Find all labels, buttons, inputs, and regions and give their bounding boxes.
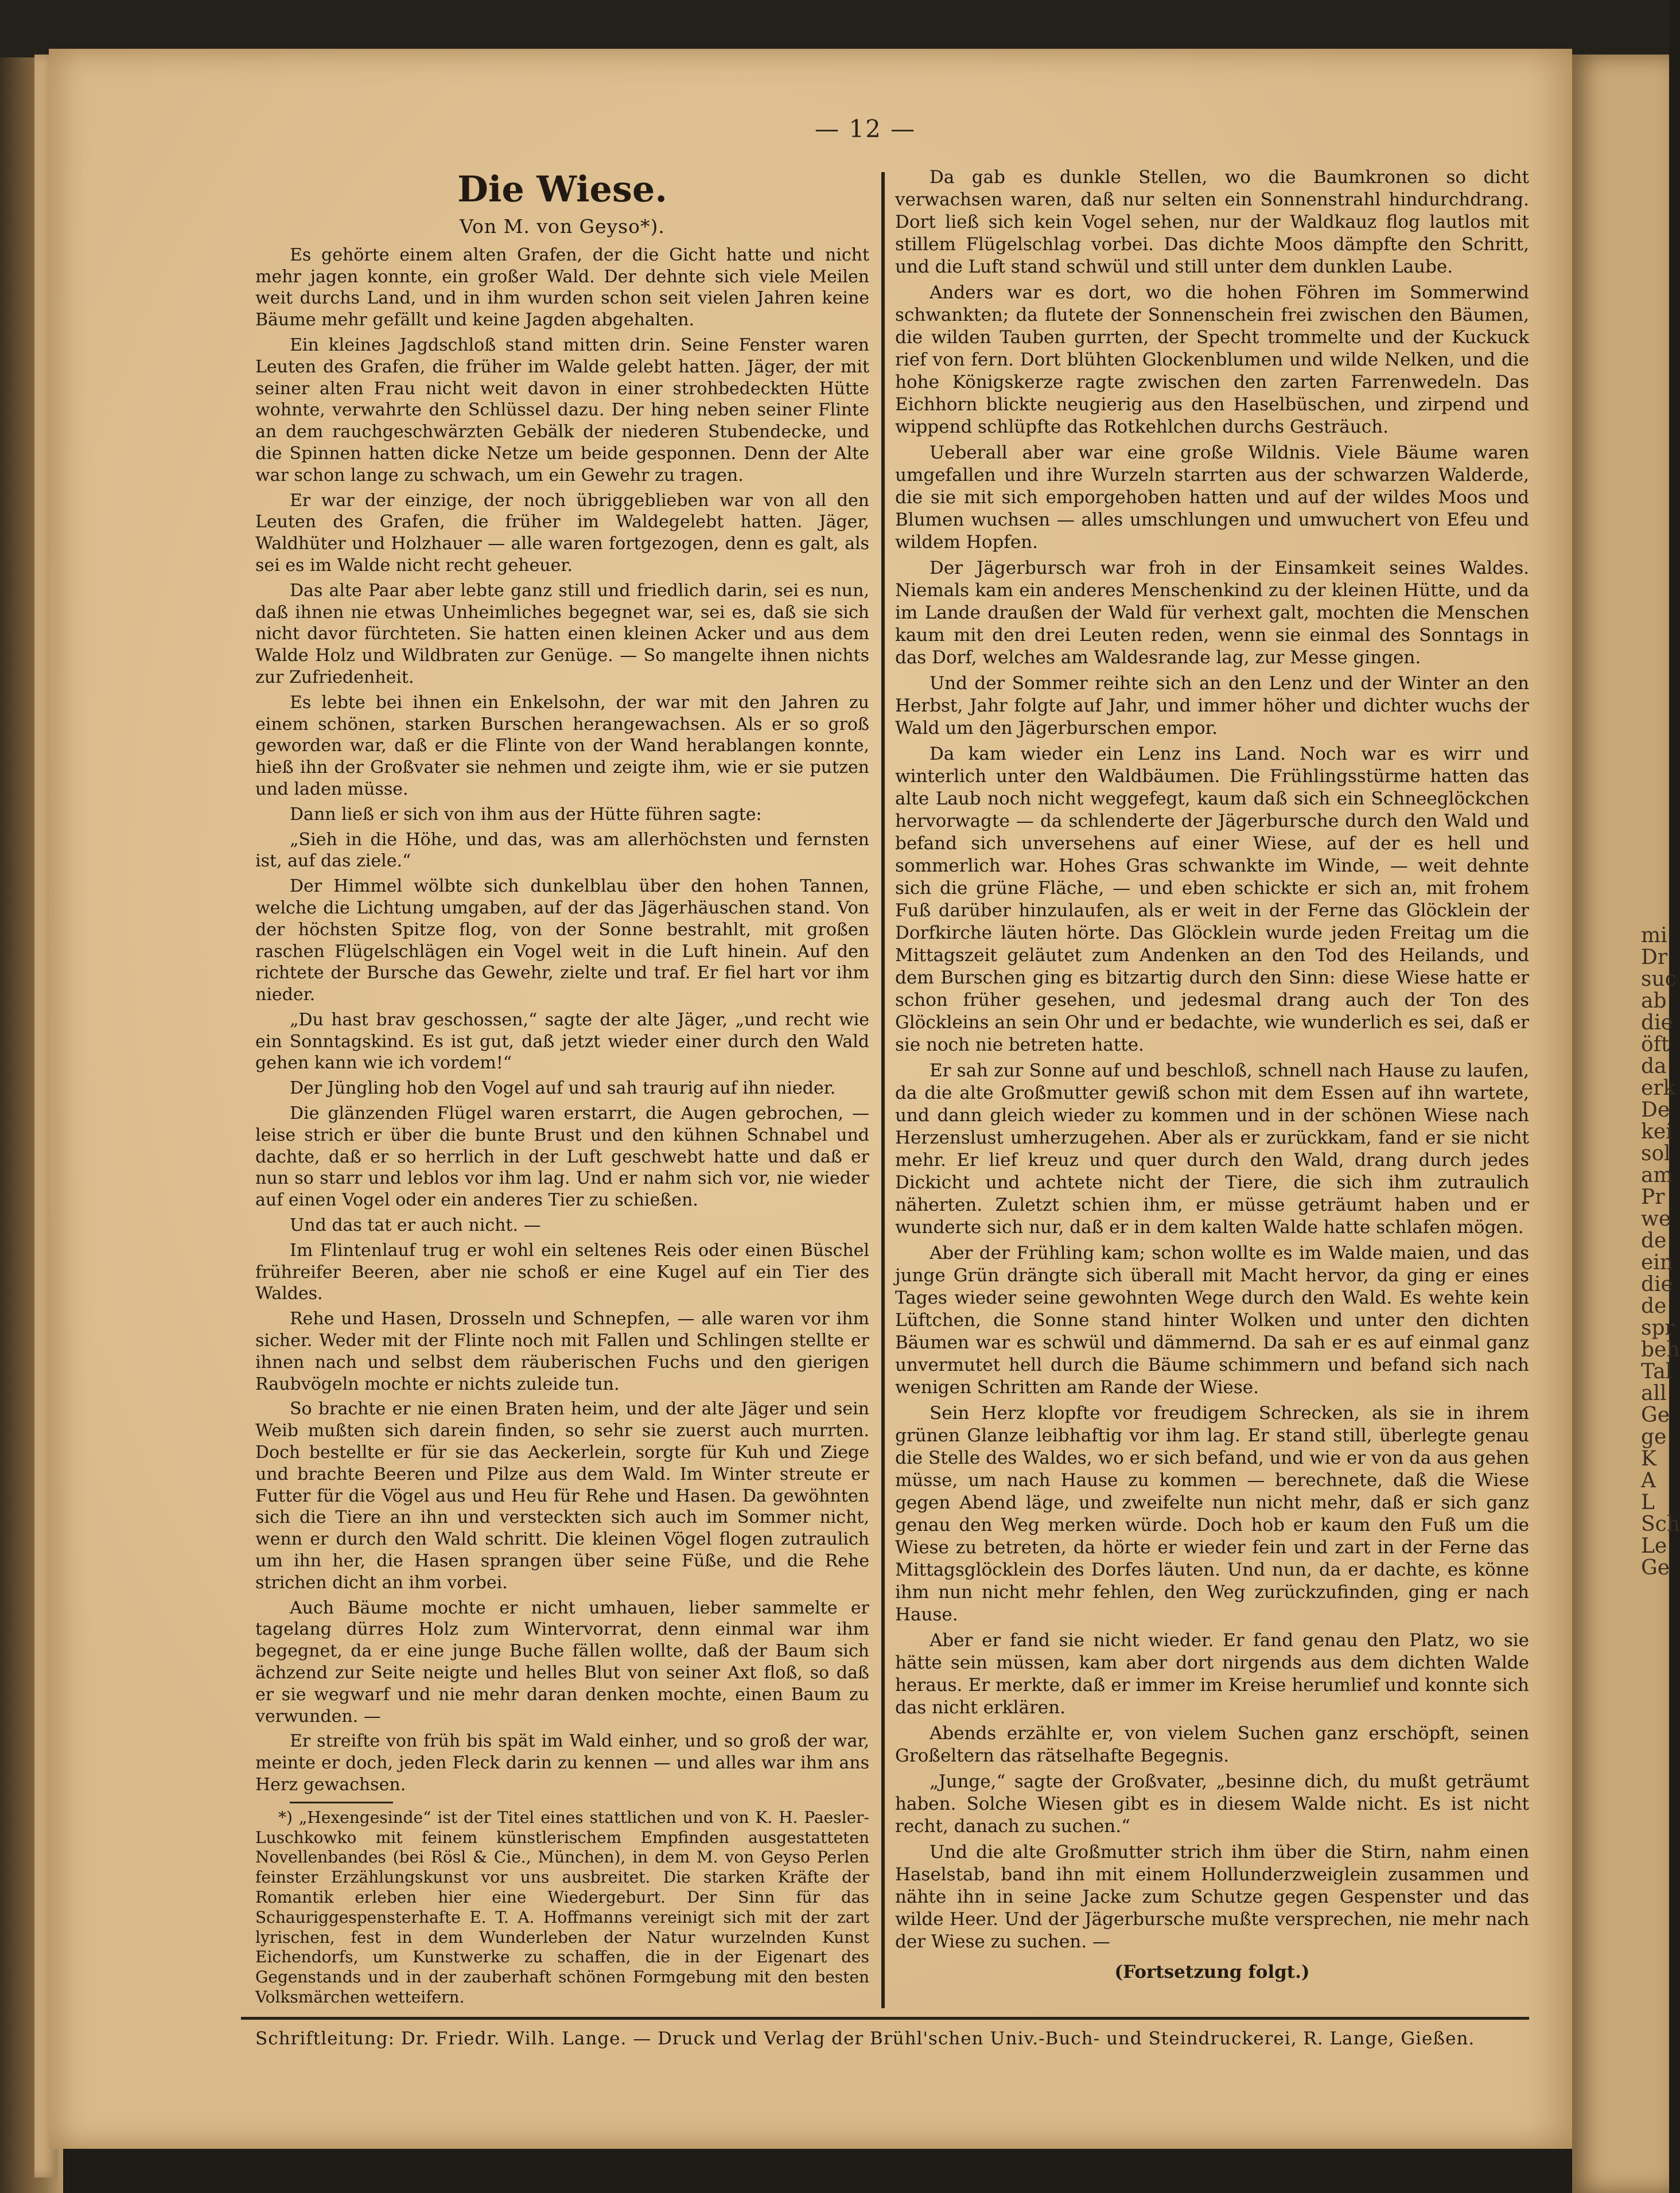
next-page-fragment: ge: [1641, 1425, 1667, 1449]
paragraph: So brachte er nie einen Braten heim, und der alte Jäger und sein Weib mußten sich darein finden, so sehr sie zuerst auch murrten. Doch bestellte er für sie das Aeckerlein, sorgte für Kuh und Ziege und brachte Beeren und Pilze aus dem Wald. Im Winter streute er Futter für die Vögel aus und Heu für Rehe und Hasen. Da gewöhnten sich die Tiere an ihn und versteckten sich auch im Sommer nicht, wenn er durch den Wald schritt. Die kleinen Vögel flogen zutraulich um ihn her, die Hasen sprangen über seine Füße, und die Rehe strichen dicht an ihm vorbei.: [255, 1399, 869, 1593]
imprint-line: Schriftleitung: Dr. Friedr. Wilh. Lange. — Druck und Verlag der Brühl'schen Univ.-Buch- und Steindruckerei, R. Lange, Gießen.: [255, 2028, 1475, 2049]
paragraph: Ueberall aber war eine große Wildnis. Viele Bäume waren umgefallen und ihre Wurzeln starrten aus der schwarzen Walderde, die sie mit sich emporgehoben hatten und auf der wildes Moos und Blumen wuchsen — alles umschlungen und umwuchert von Efeu und wildem Hopfen.: [895, 442, 1529, 553]
next-page-fragment: die: [1641, 1011, 1673, 1035]
next-page-fragment: ab: [1641, 989, 1667, 1013]
next-page-fragment: all: [1641, 1382, 1667, 1405]
next-page-fragment: Le: [1641, 1534, 1667, 1558]
next-page-fragment: spr: [1641, 1316, 1675, 1340]
next-page-fragment: am: [1641, 1164, 1673, 1187]
paragraph: Auch Bäume mochte er nicht umhauen, lieber sammelte er tagelang dürres Holz zum Wintervorrat, denn einmal war ihm begegnet, da er eine junge Buche fällen wollte, daß der Baum sich ächzend zur Seite neigte und helles Blut von seiner Axt floß, so daß er sie wegwarf und nie mehr daran denken mochte, einen Baum zu verwunden. —: [255, 1597, 869, 1727]
paragraph: Und die alte Großmutter strich ihm über die Stirn, nahm einen Haselstab, band ihn mit einem Hollunderzweiglein zusammen und nähte ihn in seine Jacke zum Schutze gegen Gespenster und das wilde Heer. Und der Jägerbursche mußte versprechen, nie mehr nach der Wiese zu suchen. —: [895, 1842, 1529, 1952]
left-column-text: [255, 244, 869, 1796]
paragraph: „Du hast brav geschossen,“ sagte der alte Jäger, „und recht wie ein Sonntagskind. Es ist gut, daß jetzt wieder einer durch den Wald gehen kann wie ich vordem!“: [255, 1009, 869, 1074]
next-page-fragment: da: [1641, 1055, 1667, 1078]
right-column: [895, 166, 1529, 1984]
paragraph: Es lebte bei ihnen ein Enkelsohn, der war mit den Jahren zu einem schönen, starken Burschen herangewachsen. Als er so groß geworden war, daß er die Flinte von der Wand herablangen konnte, hieß ihn der Großvater sie nehmen und zeigte ihm, wie er sie putzen und laden müsse.: [255, 692, 869, 799]
next-page-fragment: beh: [1641, 1338, 1680, 1362]
continued-note: (Fortsetzung folgt.): [1114, 1962, 1310, 1982]
article-byline: Von M. von Geyso*).: [460, 215, 665, 238]
next-page-fragment: Ge: [1641, 1556, 1670, 1580]
next-page-fragment: Dr: [1641, 946, 1668, 969]
next-page-fragment: öft: [1641, 1033, 1670, 1056]
right-column-text: [895, 166, 1529, 1953]
paragraph: Aber der Frühling kam; schon wollte es im Walde maien, und das junge Grün drängte sich überall mit Macht hervor, da ging er eines Tages wieder seine gewohnten Wege durch den Wald. Es wehte kein Lüftchen, die Sonne stand hinter Wolken und unter den dichten Bäumen war es schwül und dämmernd. Da sah er es auf einmal ganz unvermutet hell durch die Bäume schimmern und befand sich nach wenigen Schritten am Rande der Wiese.: [895, 1243, 1529, 1398]
next-page-fragment: de: [1641, 1229, 1667, 1253]
paragraph: Der Jägerbursch war froh in der Einsamkeit seines Waldes. Niemals kam ein anderes Menschenkind zu der kleinen Hütte, und da im Lande draußen der Wald für verhext galt, mochten die Menschen kaum mit den drei Leuten reden, wenn sie einmal des Sonntags in das Dorf, welches am Waldesrande lag, zur Messe gingen.: [895, 558, 1529, 668]
footnote-rule: [290, 1802, 393, 1803]
next-page-fragment: L: [1641, 1491, 1655, 1514]
paragraph: Sein Herz klopfte vor freudigem Schrecken, als sie in ihrem grünen Glanze leibhaftig vor ihm lag. Er stand still, überlegte genau die Stelle des Waldes, wo er sich befand, und wie er von da aus gehen müsse, um nach Hause zu kommen — berechnete, daß die Wiese gegen Abend läge, und zweifelte nun nicht mehr, daß er sich ganz genau den Weg merken würde. Doch hob er kaum den Fuß um die Wiese zu betreten, da hörte er wieder fein und zart in der Ferne das Mittagsglöcklein des Dorfes läuten. Und nun, da er dachte, es könne ihm nun nicht mehr fehlen, den Weg zurückzufinden, ging er nach Hause.: [895, 1403, 1529, 1625]
next-page-fragment: suc: [1641, 967, 1677, 991]
column-divider: [881, 172, 885, 2008]
next-page-fragment: die: [1641, 1273, 1673, 1296]
paragraph: „Sieh in die Höhe, und das, was am allerhöchsten und fernsten ist, auf das ziele.“: [255, 829, 869, 872]
page-number: — 12 —: [815, 115, 916, 143]
paragraph: Der Jüngling hob den Vogel auf und sah traurig auf ihn nieder.: [290, 1078, 836, 1099]
paragraph: Abends erzählte er, von vielem Suchen ganz erschöpft, seinen Großeltern das rätselhafte Begegnis.: [895, 1723, 1529, 1766]
paragraph: Da kam wieder ein Lenz ins Land. Noch war es wirr und winterlich unter den Waldbäumen. Die Frühlingsstürme hatten das alte Laub noch nicht weggefegt, kaum daß sich ein Schneeglöckchen hervorwagte — da schlenderte der Jägerbursche durch den Wald und befand sich unversehens auf einer Wiese, auf der es hell und sommerlich war. Hohes Gras schwankte im Winde, — weit dehnte sich die grüne Fläche, — und eben schickte er sich an, mit frohem Fuß darüber hinzulaufen, als er weit in der Ferne das Glöcklein der Dorfkirche läuten hörte. Das Glöcklein wurde jeden Freitag um die Mittagszeit geläutet zum Andenken an den Tod des Heilands, und dem Burschen ging es bitzartig durch den Sinn: diese Wiese hatte er schon früher gesehen, und jedesmal drang auch der Ton des Glöckleins an sein Ohr und er bedachte, wie wunderlich es sei, daß er sie noch nie betreten hatte.: [895, 744, 1529, 1055]
paragraph: Er sah zur Sonne auf und beschloß, schnell nach Hause zu laufen, da die alte Großmutter gewiß schon mit dem Essen auf ihn wartete, und dann gleich wieder zu kommen und in der schönen Wiese nach Herzenslust umherzugehen. Aber als er zurückkam, fand er sie nicht mehr. Er lief kreuz und quer durch den Wald, drang durch jedes Dickicht und achtete nicht der Tiere, die sich ihm zutraulich näherten. Zuletzt schien ihm, er müsse geträumt haben und er wunderte sich nur, daß er in dem kalten Walde hatte schlafen mögen.: [895, 1060, 1529, 1238]
paragraph: Das alte Paar aber lebte ganz still und friedlich darin, sei es nun, daß ihnen nie etwas Unheimliches begegnet war, sei es, daß sie sich nicht davor fürchteten. Sie hatten einen kleinen Acker und aus dem Walde Holz und Wildbraten zur Genüge. — So mangelte ihnen nichts zur Zufriedenheit.: [255, 580, 869, 687]
next-page-fragment: De: [1641, 1098, 1670, 1122]
left-column: [255, 166, 869, 2008]
next-page-fragment: de: [1641, 1294, 1667, 1318]
imprint-rule: [241, 2017, 1529, 2020]
paragraph: Anders war es dort, wo die hohen Föhren im Sommerwind schwankten; da flutete der Sonnenschein frei zwischen den Bäumen, die wilden Tauben gurrten, der Specht trommelte und der Kuckuck rief von fern. Dort blühten Glockenblumen und wilde Nelken, und die hohe Königskerze ragte zwischen den zarten Farrenwedeln. Das Eichhorn blickte neugierig aus den Haselbüschen, und zirpend und wippend schlüpfte das Rotkehlchen durchs Gesträuch.: [895, 282, 1529, 437]
next-page-fragment: K: [1641, 1447, 1656, 1471]
paragraph: Ein kleines Jagdschloß stand mitten drin. Seine Fenster waren Leuten des Grafen, die früher im Walde gelebt hatten. Jäger, der mit seiner alten Frau nicht weit davon in einer strohbedeckten Hütte wohnte, verwahrte den Schlüssel dazu. Der hing neben seiner Flinte an dem rauchgeschwärzten Gebälk der niederen Stubendecke, und die Spinnen hatten dicke Netze um beide gesponnen. Denn der Alte war schon lange zu schwach, um ein Gewehr zu tragen.: [255, 335, 869, 485]
article-title: Die Wiese.: [457, 168, 667, 210]
footnote: *) „Hexengesinde“ ist der Titel eines stattlichen und von K. H. Paesler-Luschkowko mit feinem künstlerischem Empfinden ausgestatteten Novellenbandes (bei Rösl & Cie., München), in dem M. von Geyso Perlen feinster Erzählungskunst vor uns ausbreitet. Die starken Kräfte der Romantik erleben hier eine Wiedergeburt. Der Sinn für das Schauriggespensterhafte E. T. A. Hoffmanns vereinigt sich mit der zart lyrischen, fest in dem Wunderleben der Natur wurzelnden Kunst Eichendorfs, um Kunstwerke zu schaffen, die in der Eigenart des Gegenstands und in der zauberhaft schönen Formgebung mit den besten Volksmärchen wetteifern.: [255, 1807, 869, 2007]
paragraph: Und das tat er auch nicht. —: [290, 1215, 541, 1236]
next-page-fragment: kei: [1641, 1120, 1673, 1144]
next-page-fragment: we: [1641, 1207, 1671, 1231]
next-page-fragment: Sch: [1641, 1512, 1680, 1536]
next-page-fragment: ein: [1641, 1251, 1674, 1274]
paragraph: „Junge,“ sagte der Großvater, „besinne dich, du mußt geträumt haben. Solche Wiesen gibt es in diesem Walde nicht. Es ist nicht recht, danach zu suchen.“: [895, 1771, 1529, 1837]
paragraph: Rehe und Hasen, Drosseln und Schnepfen, — alle waren vor ihm sicher. Weder mit der Flinte noch mit Fallen und Schlingen stellte er ihnen nach und selbst dem räuberischen Fuchs und den gierigen Raubvögeln mochte er nichts zuleide tun.: [255, 1309, 869, 1394]
paragraph: Er streifte von früh bis spät im Wald einher, und so groß der war, meinte er doch, jeden Fleck darin zu kennen — und alles war ihm ans Herz gewachsen.: [255, 1731, 869, 1795]
paragraph: Aber er fand sie nicht wieder. Er fand genau den Platz, wo sie hätte sein müssen, kam aber dort nirgends aus dem dichten Walde heraus. Er merkte, daß er immer im Kreise herumlief und konnte sich das nicht erklären.: [895, 1630, 1529, 1718]
paragraph: Die glänzenden Flügel waren erstarrt, die Augen gebrochen, — leise strich er über die bunte Brust und den kühnen Schnabel und dachte, daß er so herrlich in der Luft geschwebt hatte und daß er nun so starr und leblos vor ihm lag. Und er nahm sich vor, nie wieder auf einen Vogel oder ein anderes Tier zu schießen.: [255, 1103, 869, 1211]
paragraph: Es gehörte einem alten Grafen, der die Gicht hatte und nicht mehr jagen konnte, ein großer Wald. Der dehnte sich viele Meilen weit durchs Land, und in ihm wurden schon seit vielen Jahren keine Bäume mehr gefällt und keine Jagden abgehalten.: [255, 244, 869, 330]
paragraph: Dann ließ er sich von ihm aus der Hütte führen sagte:: [290, 804, 762, 825]
next-page-fragment: Ge: [1641, 1403, 1670, 1427]
next-page-fragment: mi: [1641, 924, 1667, 947]
next-page-fragment: Pr: [1641, 1185, 1665, 1209]
paragraph: Er war der einzige, der noch übriggeblieben war von all den Leuten des Grafen, die früher im Waldegelebt hatten. Jäger, Waldhüter und Holzhauer — alle waren fortgezogen, denn es galt, als sei es im Walde nicht recht geheuer.: [255, 490, 869, 576]
next-page-fragment: erk: [1641, 1076, 1676, 1100]
next-page-fragment: sol: [1641, 1142, 1671, 1165]
paragraph: Im Flintenlauf trug er wohl ein seltenes Reis oder einen Büschel frühreifer Beeren, aber nie schoß er eine Kugel auf ein Tier des Waldes.: [255, 1240, 869, 1304]
paragraph: Der Himmel wölbte sich dunkelblau über den hohen Tannen, welche die Lichtung umgaben, auf der das Jägerhäuschen stand. Von der höchsten Spitze flog, von der Sonne bestrahlt, mit großen raschen Flügelschlägen ein Vogel weit in die Luft hinein. Auf den richtete der Bursche das Gewehr, zielte und traf. Er fiel hart vor ihm nieder.: [255, 876, 869, 1005]
paragraph: Und der Sommer reihte sich an den Lenz und der Winter an den Herbst, Jahr folgte auf Jahr, und immer höher und dichter wuchs der Wald um den Jägerburschen empor.: [895, 673, 1529, 738]
next-page-fragment: A: [1641, 1469, 1656, 1492]
next-page-fragment: Tal: [1641, 1360, 1673, 1383]
paragraph: Da gab es dunkle Stellen, wo die Baumkronen so dicht verwachsen waren, daß nur selten ein Sonnenstrahl hindurchdrang. Dort ließ sich kein Vogel sehen, nur der Waldkauz flog lautlos mit stillem Flügelschlag vorbei. Das dichte Moos dämpfte den Schritt, und die Luft stand schwül und still unter dem dunklen Laube.: [895, 167, 1529, 277]
